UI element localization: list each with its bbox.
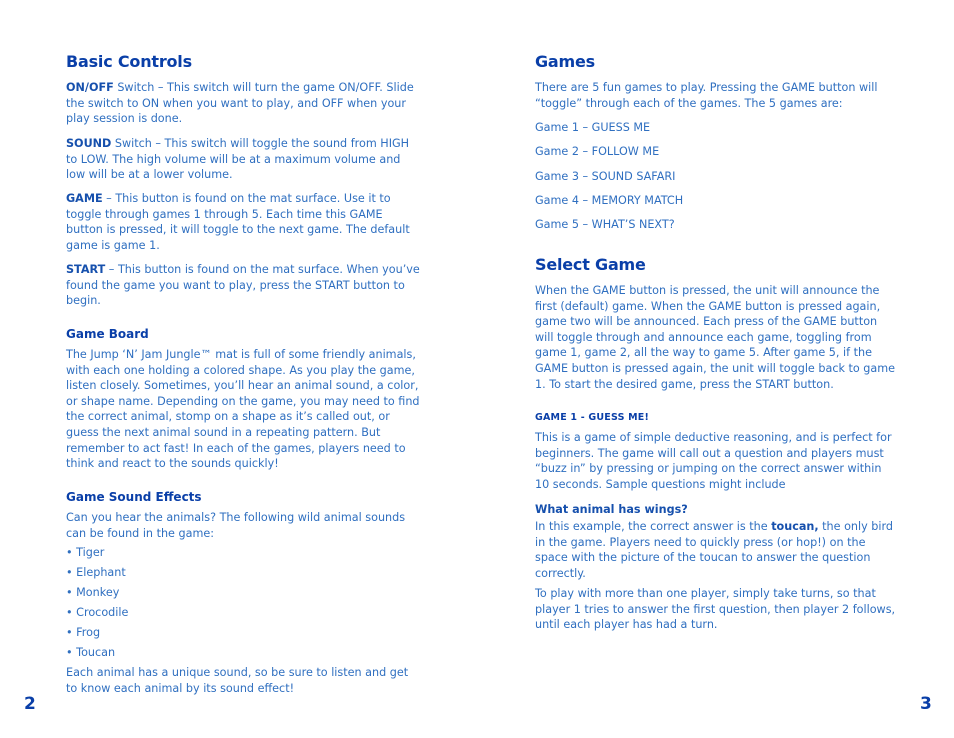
sound-effects-intro: Can you hear the animals? The following wild animal sounds can be found in the game: bbox=[66, 511, 406, 540]
list-item: • Monkey bbox=[66, 586, 120, 599]
list-item: • Toucan bbox=[66, 646, 116, 659]
answer-paragraph bbox=[535, 519, 897, 581]
games-intro: There are 5 fun games to play. Pressing the GAME button will “toggle” through each of the games. The 5 games are: bbox=[535, 81, 878, 110]
onoff-label: ON/OFF bbox=[66, 81, 114, 94]
onoff-paragraph bbox=[66, 80, 422, 127]
onoff-text: Switch – This switch will turn the game ON/OFF. Slide the switch to ON when you want to play, and OFF when your play session is done. bbox=[66, 81, 414, 126]
start-paragraph bbox=[66, 262, 422, 309]
answer-bold: toucan, bbox=[771, 520, 819, 533]
list-item: • Frog bbox=[66, 626, 101, 639]
list-item: • Elephant bbox=[66, 566, 126, 579]
games-heading: Games bbox=[535, 52, 595, 71]
list-item: Game 4 – MEMORY MATCH bbox=[535, 194, 684, 207]
sound-effects-outro: Each animal has a unique sound, so be sure to listen and get to know each animal by its sound effect! bbox=[66, 666, 409, 695]
multiplayer-paragraph: To play with more than one player, simply take turns, so that player 1 tries to answer the first question, then player 2 follows, until each player has had a turn. bbox=[535, 587, 896, 632]
list-item: Game 1 – GUESS ME bbox=[535, 121, 651, 134]
select-game-heading: Select Game bbox=[535, 255, 646, 274]
page-number-right: 3 bbox=[920, 694, 932, 714]
sound-paragraph bbox=[66, 136, 422, 183]
game-text: – This button is found on the mat surface. Use it to toggle through games 1 through 5. Each time this GAME button is pressed, it will toggle to the next game. The default game is game 1. bbox=[66, 192, 410, 252]
list-item: Game 3 – SOUND SAFARI bbox=[535, 170, 676, 183]
list-item: Game 5 – WHAT’S NEXT? bbox=[535, 218, 675, 231]
answer-post: the only bird in the game. Players need to quickly press (or hop!) on the space with the picture of the toucan to answer the question correctly. bbox=[535, 520, 894, 580]
answer-pre: In this example, the correct answer is the bbox=[535, 520, 772, 533]
start-text: – This button is found on the mat surface. When you’ve found the game you want to play, press the START button to begin. bbox=[66, 263, 420, 308]
game-board-heading: Game Board bbox=[66, 327, 149, 341]
game-paragraph bbox=[66, 191, 422, 253]
page-number-left: 2 bbox=[24, 694, 36, 714]
list-item: Game 2 – FOLLOW ME bbox=[535, 145, 660, 158]
start-label: START bbox=[66, 263, 106, 276]
sound-text: Switch – This switch will toggle the sound from HIGH to LOW. The high volume will be at a maximum volume and low will be at a lower volume. bbox=[66, 137, 410, 182]
select-game-paragraph: When the GAME button is pressed, the unit will announce the first (default) game. When the GAME button is pressed again, game two will be announced. Each press of the GAME button will toggle through and announce each game, toggling from game 1, game 2, all the way to game 5. After game 5, if the GAME button is pressed again, the unit will toggle back to game 1. To start the desired game, press the START button. bbox=[535, 284, 896, 391]
list-item: • Tiger bbox=[66, 546, 105, 559]
sample-question: What animal has wings? bbox=[535, 503, 688, 516]
sound-effects-heading: Game Sound Effects bbox=[66, 490, 202, 504]
basic-controls-heading: Basic Controls bbox=[66, 52, 192, 71]
game-label: GAME bbox=[66, 192, 103, 205]
sound-label: SOUND bbox=[66, 137, 112, 150]
game1-paragraph: This is a game of simple deductive reasoning, and is perfect for beginners. The game will call out a question and players must “buzz in” by pressing or jumping on the correct answer within 10 seconds. Sample questions might include bbox=[535, 431, 892, 491]
list-item: • Crocodile bbox=[66, 606, 129, 619]
game-board-paragraph: The Jump ‘N’ Jam Jungle™ mat is full of some friendly animals, with each one holding a colored shape. As you play the game, listen closely. Sometimes, you’ll hear an animal sound, a color, or shape name. Depending on the game, you may need to find the correct animal, stomp on a shape as it’s called out, or guess the next animal sound in a repeating pattern. But remember to act fast! In each of the games, players need to think and react to the sounds quickly! bbox=[66, 348, 420, 471]
game1-heading: GAME 1 - GUESS ME! bbox=[535, 412, 650, 423]
